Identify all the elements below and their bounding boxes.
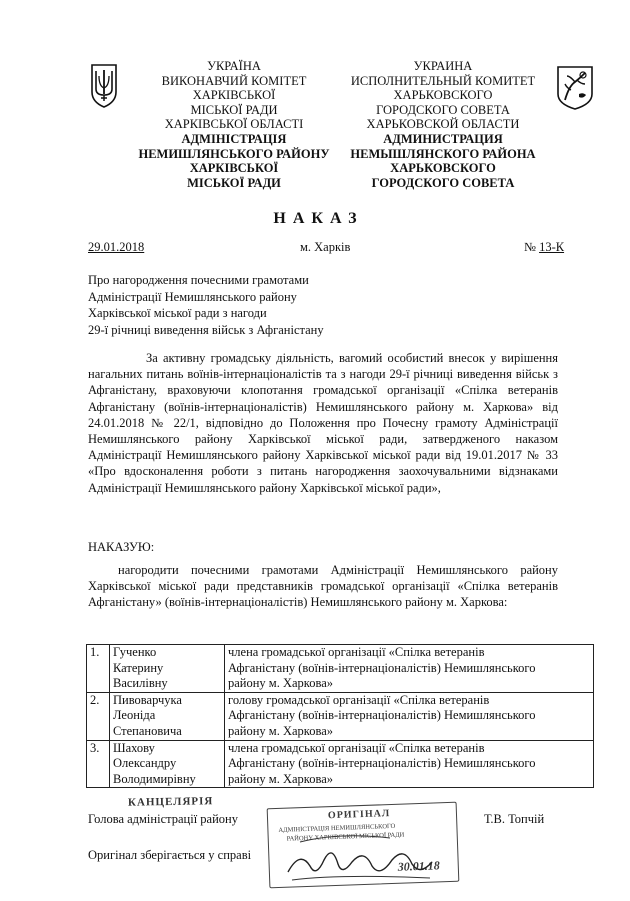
subject-line: Адміністрації Немишлянського району bbox=[88, 289, 297, 304]
original-storage-note: Оригінал зберігається у справі bbox=[88, 848, 252, 862]
table-row bbox=[87, 692, 594, 740]
stamp-date: 30.01.18 bbox=[397, 858, 441, 874]
document-subject bbox=[88, 272, 324, 338]
header-city: ХАРЬКОВСКОГО bbox=[393, 88, 493, 103]
role-line: Афганістану (воїнів-інтернаціоналістів) Немишлянського bbox=[228, 660, 536, 675]
first-name: Катерину bbox=[113, 660, 164, 675]
awards-table bbox=[86, 644, 594, 788]
surname: Пивоварчука bbox=[113, 692, 182, 707]
surname: Шахову bbox=[113, 740, 155, 755]
table-row bbox=[87, 645, 594, 693]
awardee-role bbox=[225, 740, 594, 788]
role-line: району м. Харкова» bbox=[228, 723, 334, 738]
header-city-bold: ХАРКІВСЬКОЇ bbox=[189, 161, 279, 176]
header-city-bold: ХАРЬКОВСКОГО bbox=[390, 161, 496, 176]
document-date: 29.01.2018 bbox=[88, 240, 145, 254]
stamp-original-label: ОРИГІНАЛ bbox=[327, 808, 391, 822]
header-committee: ВИКОНАВЧИЙ КОМІТЕТ bbox=[161, 73, 307, 88]
row-number: 2. bbox=[87, 692, 110, 740]
header-district: НЕМИШЛЯНСЬКОГО РАЙОНУ bbox=[138, 146, 330, 161]
header-council-bold: ГОРОДСКОГО СОВЕТА bbox=[371, 175, 515, 190]
role-line: району м. Харкова» bbox=[228, 676, 334, 691]
row-number: 3. bbox=[87, 740, 110, 788]
signatory-position: Голова адміністрації району bbox=[88, 812, 238, 826]
role-line: району м. Харкова» bbox=[228, 771, 334, 786]
document-number bbox=[524, 240, 564, 255]
stamp-admin-line: АДМІНІСТРАЦІЯ НЕМИШЛЯНСЬКОГО bbox=[278, 822, 396, 834]
awardee-role bbox=[225, 692, 594, 740]
table-row bbox=[87, 740, 594, 788]
role-line: Афганістану (воїнів-інтернаціоналістів) Немишлянського bbox=[228, 756, 536, 771]
document-place: м. Харків bbox=[300, 240, 351, 254]
preamble-paragraph: За активну громадську діяльність, вагомий особистий внесок у вирішення нагальних питань воїнів-інтернаціоналістів та з нагоди 29-ї річниці виведення військ з Афганістану, враховуючи клопотання громадської організації «Спілка ветеранів Афганістану (воїнів-інтернаціоналістів) Немишлянського району м. Харкова» від 24.01.2018 № 22/1, відповідно до Положення про Почесну грамоту Адміністрації Немишлянського району Харківської міської ради, затвердженого наказом Адміністрації Немишлянського району Харківської міської ради від 19.01.2017 № 33 «Про вдосконалення роботи з питань нагородження заохочувальними відзнаками Адміністрації Немишлянського району Харківської міської ради», bbox=[88, 351, 558, 495]
patronymic: Степановича bbox=[113, 723, 182, 738]
surname: Гученко bbox=[113, 645, 157, 659]
header-russian bbox=[336, 59, 550, 190]
awardee-name bbox=[110, 692, 225, 740]
first-name: Леоніда bbox=[113, 708, 156, 723]
header-council: МІСЬКОЇ РАДИ bbox=[190, 102, 278, 117]
header-committee: ИСПОЛНИТЕЛЬНЫЙ КОМИТЕТ bbox=[350, 73, 536, 88]
subject-line: 29-ї річниці виведення військ з Афганістану bbox=[88, 322, 324, 337]
trident-coat-of-arms-icon bbox=[90, 62, 118, 108]
header-ukrainian bbox=[134, 59, 334, 190]
office-stamp: КАНЦЕЛЯРІЯ bbox=[127, 795, 214, 809]
stamp-admin-line: РАЙОНУ ХАРКІВСЬКОЇ МІСЬКОЇ РАДИ bbox=[286, 831, 405, 843]
header-country: УКРАИНА bbox=[413, 59, 473, 73]
role-line: голову громадської організації «Спілка ветеранів bbox=[228, 692, 490, 707]
awardee-role bbox=[225, 645, 594, 693]
signatory-name: Т.В. Топчій bbox=[484, 812, 545, 826]
awardee-name bbox=[110, 740, 225, 788]
role-line: члена громадської організації «Спілка ветеранів bbox=[228, 645, 485, 659]
document-title: НАКАЗ bbox=[273, 210, 364, 227]
patronymic: Володимирівну bbox=[113, 771, 196, 786]
subject-line: Про нагородження почесними грамотами bbox=[88, 273, 309, 287]
header-region: ХАРКІВСЬКОЇ ОБЛАСТІ bbox=[164, 117, 304, 132]
role-line: Афганістану (воїнів-інтернаціоналістів) Немишлянського bbox=[228, 708, 536, 723]
header-administration: АДМІНІСТРАЦІЯ bbox=[181, 131, 287, 146]
kharkiv-coat-of-arms-icon bbox=[555, 64, 595, 110]
subject-line: Харківської міської ради з нагоди bbox=[88, 306, 267, 320]
number-sign: № bbox=[524, 240, 540, 254]
header-district: НЕМЫШЛЯНСКОГО РАЙОНА bbox=[350, 146, 536, 161]
patronymic: Василівну bbox=[113, 676, 168, 691]
first-name: Олександру bbox=[113, 756, 177, 771]
role-line: члена громадської організації «Спілка ветеранів bbox=[228, 740, 485, 755]
header-city: ХАРКІВСЬКОЇ bbox=[192, 88, 276, 103]
order-paragraph: нагородити почесними грамотами Адміністрації Немишлянського району Харківської міської ради представників громадської організації «Спілка ветеранів Афганістану» (воїнів-інтернаціоналістів) Немишлянського району м. Харкова: bbox=[88, 563, 558, 610]
order-label: НАКАЗУЮ: bbox=[88, 540, 155, 554]
header-country: УКРАЇНА bbox=[207, 59, 261, 73]
header-council: ГОРОДСКОГО СОВЕТА bbox=[376, 102, 510, 117]
header-region: ХАРЬКОВСКОЙ ОБЛАСТИ bbox=[366, 117, 520, 132]
row-number: 1. bbox=[87, 645, 110, 693]
header-council-bold: МІСЬКОЇ РАДИ bbox=[187, 175, 281, 190]
number-value: 13-К bbox=[539, 240, 565, 254]
handwritten-signature bbox=[280, 820, 460, 890]
awardee-name bbox=[110, 645, 225, 693]
header-administration: АДМИНИСТРАЦИЯ bbox=[383, 131, 503, 146]
